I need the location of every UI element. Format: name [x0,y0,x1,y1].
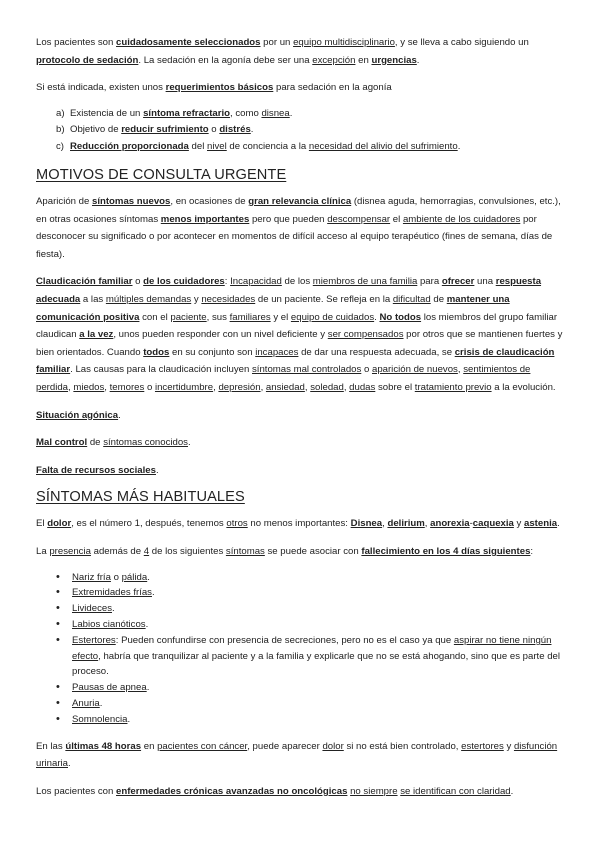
text: sobre el [375,381,415,393]
text: y [191,293,202,305]
list-item [72,712,564,728]
text: de un paciente. Se refleja en la [255,293,393,305]
text: , [457,364,464,376]
text: . [151,587,155,599]
section1-paragraph-2 [36,273,564,396]
text: . [187,437,191,449]
text: Existencia de un [70,107,144,119]
section1-paragraph-5 [36,462,564,480]
text: Si está indicada, existen unos [36,82,166,94]
requirements-list [36,106,564,155]
text: caquexia [472,518,514,530]
requirements-intro [36,79,564,97]
text: Mal control [36,437,88,449]
text: . [510,785,514,797]
text: descompensar [327,213,391,225]
text: dificultad [392,293,431,305]
text: a la vez [79,329,114,341]
text: . [127,713,131,725]
text: soledad [310,381,344,393]
text: disnea [261,107,290,119]
list-marker: b) [56,124,65,136]
text: pacientes con cáncer [157,740,248,752]
list-item [72,601,564,617]
text: o [144,381,155,393]
text: , [343,381,350,393]
text: o [361,364,372,376]
text: equipo multidisciplinario [293,37,395,48]
text: en su conjunto son [169,346,256,358]
text: . [374,311,380,323]
text: , unos pueden responder con un nivel deficiente y [113,329,328,341]
text: Nariz fría [72,571,111,583]
text: Situación agónica [36,409,119,421]
list-item [72,696,564,712]
text: respuesta adecuada [36,276,542,305]
text: se identifican con claridad [400,785,511,797]
text: , [68,381,74,393]
text: aspirar no tiene ningún efecto [72,635,552,662]
list-marker: c) [56,140,64,152]
text: con el [139,311,171,323]
text: últimas 48 horas [65,740,142,752]
text: fallecimiento en los 4 días siguientes [361,545,531,557]
text: . [557,518,560,530]
list-item [72,570,564,586]
text: incapaces [255,346,299,358]
text: se puede asociar con [264,545,362,557]
text: En las [36,740,66,752]
text: de los [281,276,313,288]
text: . [416,54,420,66]
text: . [112,603,115,615]
text: síntoma refractario [143,107,230,119]
text: síntomas [225,545,265,557]
list-item [56,106,564,122]
text: para sedación en la agonía [273,82,392,94]
text: Incapacidad [230,276,282,288]
text: de [87,437,104,449]
text: . [155,464,159,476]
text: , en ocasiones de [170,196,249,207]
text: , [260,381,266,393]
text: . [146,682,150,694]
text: : [224,276,231,288]
text: ambiente de los cuidadores [402,213,521,225]
text: paciente [170,311,207,323]
section1-paragraph-3 [36,407,564,425]
text: : Pueden confundirse con presencia de secreciones, pero no es el caso ya que [115,635,454,647]
text: No todos [379,311,422,323]
text: nivel [207,140,227,152]
text: , es el número 1, después, tenemos [71,518,227,530]
heading-text: MOTIVOS DE CONSULTA URGENTE [36,167,287,183]
text: protocolo de sedación [36,54,139,66]
text: , [104,381,110,393]
text: cuidadosamente seleccionados [116,37,261,48]
text: o [132,276,144,288]
text: , sus [206,311,230,323]
text: Anuria [72,698,100,710]
text: ser compensados [327,329,404,341]
text: disfunción urinaria [36,740,558,770]
text: . [457,140,461,152]
document-page [36,34,564,810]
text: Pausas de apnea [72,682,147,694]
heading-text: SÍNTOMAS MÁS HABITUALES [36,489,245,506]
text: Reducción proporcionada [70,140,189,152]
text: Los pacientes con [36,785,117,797]
text: o [110,571,122,583]
text: a la evolución. [491,381,556,393]
text: estertores [461,740,504,752]
list-item [72,680,564,696]
list-item [72,585,564,601]
text: menos importantes [160,213,250,225]
text: El [36,518,48,530]
symptoms-list [36,570,564,728]
text: y [503,740,514,752]
text: presencia [49,545,91,557]
text: en [141,740,158,752]
list-item [72,633,564,680]
text: requerimientos básicos [165,82,274,94]
text: Labios cianóticos [72,619,146,631]
text: necesidad del alivio del sufrimiento [308,140,458,152]
section-heading-sintomas [36,489,564,505]
text: crisis de claudicación familiar [36,346,555,376]
text: por un [260,37,294,48]
text: necesidades [201,293,256,305]
text: de [430,293,447,305]
text: temores [109,381,145,393]
text: si no está bien controlado, [343,740,462,752]
text: familiares [229,311,271,323]
list-marker: a) [56,107,65,119]
text: . [289,107,293,119]
text: . [118,409,121,421]
text: a las [80,293,106,305]
section2-paragraph-4 [36,783,564,801]
text: y [513,518,525,530]
text: de conciencia a la [226,140,309,152]
section2-paragraph-1 [36,515,564,533]
text: sentimientos de perdida [36,364,531,393]
text: distrés [219,124,251,136]
text: ansiedad [265,381,305,393]
text: del [188,140,208,152]
text: depresión [218,381,261,393]
text: en [355,54,372,66]
text: de los siguientes [149,545,226,557]
text: dolor [322,740,344,752]
text: . [145,619,149,631]
text: Objetivo de [70,124,122,136]
text: gran relevancia clínica [248,196,352,207]
text: reducir sufrimiento [121,124,209,136]
text: , [304,381,311,393]
text: . La sedación en la agonía debe ser una [138,54,313,66]
text: , habría que tranquilizar al paciente y a la familia y explicarle que no se está ahogando, sino que es parte del proceso. [72,650,560,678]
text: - [469,518,473,530]
text: de los cuidadores [143,276,225,288]
text: de dar una respuesta adecuada, se [298,346,455,358]
text: equipo de cuidados [290,311,375,323]
text: Estertores [72,635,116,647]
text: miedos [73,381,105,393]
text: enfermedades crónicas avanzadas no oncológicas [116,785,348,797]
text: síntomas conocidos [103,437,188,449]
text: todos [143,346,170,358]
text: 4 [143,545,150,557]
text: . [68,758,71,770]
text: incertidumbre [154,381,214,393]
text: pero que pueden [249,213,328,225]
text: el [390,213,403,225]
text: tratamiento previo [414,381,492,393]
text: . [250,124,254,136]
text: dolor [47,518,72,530]
text: o [208,124,220,136]
text: , [213,381,219,393]
text: no siempre [350,785,398,797]
text: Extremidades frías [72,587,152,599]
text: Claudicación familiar [36,276,133,288]
text: síntomas nuevos [92,196,171,207]
section2-paragraph-3 [36,738,564,773]
list-item [72,617,564,633]
text: urgencias [371,54,417,66]
text: para [417,276,442,288]
text: Los pacientes son [36,37,117,48]
text: además de [90,545,144,557]
list-item [56,139,564,155]
section1-paragraph-1 [36,193,564,263]
text: aparición de nuevos [371,364,458,376]
text: Disnea [350,518,383,530]
text: los miembros del grupo familiar claudican [36,311,558,341]
text: La [36,545,50,557]
text: , puede aparecer [247,740,323,752]
text: . Las causas para la claudicación incluyen [70,364,252,376]
intro-paragraph [36,34,564,69]
text: mantener una comunicación positiva [36,293,510,323]
text: por otros que se mantienen fuertes y bien orientados. Cuando [36,329,563,358]
section-heading-motivos [36,167,564,183]
text: , [424,518,431,530]
text: dudas [349,381,376,393]
list-item [56,122,564,138]
text: y el [270,311,291,323]
section2-paragraph-2 [36,543,564,561]
text: delirium [387,518,425,530]
text: . [99,698,103,710]
text: otros [226,518,248,530]
text: : [530,545,534,557]
text: no menos importantes: [247,518,351,530]
text: Somnolencia [72,713,128,725]
text: , y se lleva a cabo siguiendo un [394,37,529,48]
text: síntomas mal controlados [252,364,362,376]
text: miembros de una familia [312,276,418,288]
text: ofrecer [441,276,475,288]
text: excepción [312,54,356,66]
section1-paragraph-4 [36,434,564,452]
text: Falta de recursos sociales [36,464,156,476]
text: , [382,518,388,530]
text: anorexia [430,518,470,530]
text: por desconocer su significado o por acontecer en momentos de difícil acceso al equipo terapéutico (fines de semana, días de fiesta). [36,213,553,260]
text: . [147,571,150,583]
text: astenia [524,518,558,530]
text: una [474,276,496,288]
text: Livideces [72,603,112,615]
text: (disnea aguda, hemorragias, convulsiones, etc.), en otras ocasiones síntomas [36,196,561,225]
text: Aparición de [36,196,92,207]
text: pálida [121,571,148,583]
text: múltiples demandas [105,293,192,305]
text: , como [229,107,262,119]
